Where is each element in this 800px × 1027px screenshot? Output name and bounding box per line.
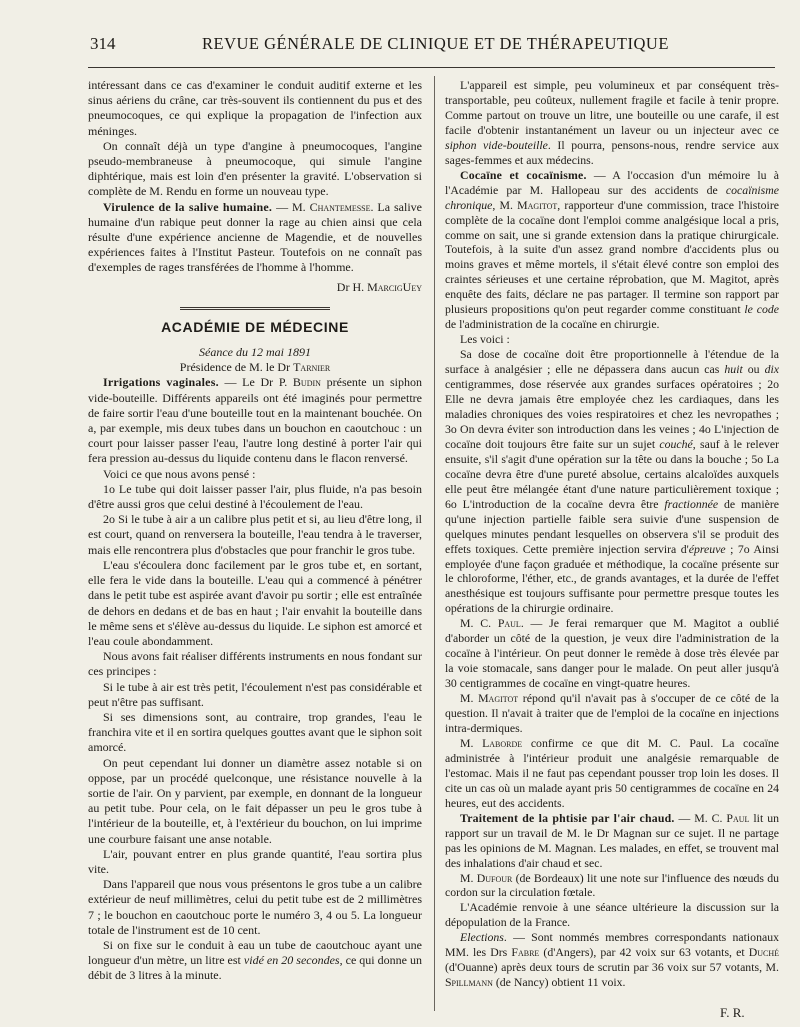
header-rule [88,67,775,68]
paragraph: M. C. Paul. — Je ferai remarquer que M. Magitot a oublié d'aborder un côté de la question, je veux dire l'administration de la cocaïne à l'intérieur. On peut donner le remède à dose très élevée par la voie stomacale, sans danger pour le malade. On peut aller jusqu'à 30 centigrammes de cocaïne en vingt-quatre heures. [445,616,779,691]
author-name: Dufour [476,870,513,885]
author-name: Budin [292,375,321,390]
paragraph: Si on fixe sur le conduit à eau un tube de caoutchouc ayant une longueur d'un mètre, un litre est vidé en 20 secondes, ce qui donne un débit de 3 litres à la minute. [88,937,422,983]
author-name: Fabre [511,945,540,960]
paragraph: 2o Si le tube à air a un calibre plus petit et si, au lieu d'être long, il est court, quand on renversera la bouteille, l'eau tendra à le traverser, mais elle rencontrera plus d'obstacles que pour franchir le gros tube. [88,512,422,557]
paragraph: Si le tube à air est très petit, l'écoulement n'est pas considérable et peut n'être pas suffisant. [88,679,422,709]
author-name: Laborde [482,735,523,750]
paragraph: L'air, pouvant entrer en plus grande quantité, l'eau sortira plus vite. [88,846,422,876]
paragraph: 1o Le tube qui doit laisser passer l'air, plus fluide, n'a pas besoin d'être aussi gros que celui destiné à l'écoulement de l'eau. [88,481,422,512]
rubric-heading: Cocaïne et cocaïnisme. [460,167,587,182]
paragraph: M. Magitot répond qu'il n'avait pas à s'occuper de ce côté de la question. Il n'avait à traiter que de l'emploi de la cocaïne en injections intra-dermiques. [445,691,780,735]
signature-initials: F. R. [720,1005,745,1020]
paragraph: Les voici : [460,332,510,347]
author-name: Paul [497,616,521,631]
column-divider [434,76,435,1011]
paragraph: Elections. — Sont nommés membres correspondants nationaux MM. les Drs Fabre (d'Angers), par 42 voix sur 63 votants, et Duché (d'Ouanne) après deux tours de scrutin par 36 voix sur 57 votants, M. Spillmann (de Nancy) obtient 11 voix. [445,930,779,990]
paragraph: M. Dufour (de Bordeaux) lit une note sur l'influence des nœuds du cordon sur la circulation fœtale. [445,870,779,900]
signature: Dr H. MarcigUey [336,279,422,294]
author-name: Paul [726,810,750,825]
running-title: REVUE GÉNÉRALE DE CLINIQUE ET DE THÉRAPEUTIQUE [202,34,669,53]
author-name: Duché [748,945,779,960]
section-title: ACADÉMIE DE MÉDECINE [161,318,349,335]
paragraph: Cocaïne et cocaïnisme. — A l'occasion d'un mémoire lu à l'Académie par M. Hallopeau sur des accidents de cocaïnisme chronique, M. Magitot, rapporteur d'une commission, trace l'histoire complète de la cocaïne dont l'emploi comme analgésique local a pris, comme on sait, une si grande extension dans la pratique chirurgicale. Toutefois, à la suite d'un assez grand nombre d'accidents plus ou moins graves et même mortels, il s'était élevé contre son emploi des craintes sérieuses et une certaine réprobation, que M. Magitot, après enquête des faits, déclare ne pas partager. Il termine son rapport par plusieurs propositions qu'on peut regarder comme constituant le code de l'administration de la cocaïne en chirurgie. [445,167,780,332]
section-ornament [180,307,330,310]
session-date: Séance du 12 mai 1891 [199,345,311,360]
paragraph: L'Académie renvoie à une séance ultérieure la discussion sur la dépopulation de la France. [445,900,779,930]
paragraph: Si ses dimensions sont, au contraire, trop grandes, l'eau le franchira vite et il en sortira quelques gouttes avant que le siphon soit amorcé. [88,709,422,755]
page-number: 314 [90,34,116,53]
paragraph: Voici ce que nous avons pensé : [103,466,256,481]
right-column [445,78,779,990]
author-name: Magitot [478,691,519,706]
paragraph: Virulence de la salive humaine. — M. Chantemesse. La salive humaine d'un rabique peut donner la rage au chien ainsi que cela résulte d'une expérience ancienne de Magendie, et de nouvelles expériences faites à l'Institut Pasteur. Toutefois on ne connaît pas d'exemples de rages transférées de l'homme à l'homme. [88,199,423,275]
author-name: Magitot [517,197,558,212]
paragraph: On connaît déjà un type d'angine à pneumocoques, l'angine pseudo-membraneuse à pneumocoque, qui simule l'angine diphtérique, mais est loin d'en présenter la gravité. L'observation si complète de M. Rendu en forme un nouveau type. [88,138,422,199]
running-header [60,34,760,60]
rubric-heading: Virulence de la salive humaine. [103,199,273,214]
paragraph: Traitement de la phtisie par l'air chaud. — M. C. Paul lit un rapport sur un travail de M. le Dr Magnan sur ce sujet. Il ne partage pas les opinions de M. Magnan. Les malades, en effet, se trouvent mal des inhalations d'air chaud et sec. [445,810,779,870]
rubric-heading: Traitement de la phtisie par l'air chaud. [460,810,675,825]
paragraph: Dans l'appareil que nous vous présentons le gros tube a un calibre extérieur de neuf millimètres, celui du petit tube est de 2 millimètres 7 ; le bouchon en caoutchouc porte le numéro 3, 4 ou 5. La longueur totale de l'instrument est de 10 cent. [88,877,422,937]
author-name: Chantemesse [309,199,371,214]
paragraph: Nous avons fait réaliser différents instruments en nous fondant sur ces principes : [88,649,422,679]
paragraph: L'eau s'écoulera donc facilement par le gros tube et, en sortant, elle fera le vide dans la bouteille. L'eau qui a commencé à pénétrer dans le petit tube est aspirée avant d'avoir pu sortir ; elle est entraînée de dehors en dedans et de bas en haut ; l'air envahit la bouteille dans le même sens et s'élève au-dessus du liquide. Le siphon est amorcé et l'eau coule abondamment. [88,557,422,648]
paragraph: intéressant dans ce cas d'examiner le conduit auditif externe et les sinus aériens du crâne, car très-souvent ils contiennent du pus et des pneumocoques, ce qui explique la propagation de l'infection aux méninges. [88,78,422,138]
paragraph: L'appareil est simple, peu volumineux et par conséquent très-transportable, peu coûteux, nullement fragile et facile à tenir propre. Comme partout on trouve un litre, une bouteille ou une carafe, il est facile d'obtenir instantanément un laveur ou un injecteur avec ce siphon vide-bouteille. Il pourra, pensons-nous, rendre service aux sages-femmes et aux médecins. [445,78,780,167]
author-name: Spillmann [445,975,493,990]
rubric-heading: Irrigations vaginales. [103,375,219,390]
paragraph: Irrigations vaginales. — Le Dr P. Budin présente un siphon vide-bouteille. Différents appareils ont été imaginés pour permettre de faire sortir l'eau d'une bouteille tout en la maintenant bouchée. On a, par exemple, mis deux tubes dans un bouchon en caoutchouc : un court pour laisser passer l'eau, l'autre long destiné à porter l'air qui fera pression au-dessus du liquide contenu dans le flacon renversé. [88,375,422,466]
left-column [88,78,422,984]
paragraph: On peut cependant lui donner un diamètre assez notable si on oppose, par un procédé quelconque, une résistance nouvelle à la sortie de l'air. On y parvient, par exemple, en donnant de la longueur au petit tube. Pour cela, on le fait dépasser un peu le gros tube à l'intérieur de la bouteille, et, à l'extérieur du bouchon, on lui imprime une courbure faisant une anse notable. [88,755,422,846]
paragraph: M. Laborde confirme ce que dit M. C. Paul. La cocaïne administrée à l'intérieur produit une analgésie remarquable de l'estomac. Mais il ne faut pas cependant pousser trop loin les doses. Il cite un cas où un malade ayant pris 50 centigrammes de cocaïne en 24 heures, eut des accidents. [445,735,779,810]
presidency: Présidence de M. le Dr Tarnier [179,360,331,375]
paragraph: Sa dose de cocaïne doit être proportionnelle à l'étendue de la surface à analgésier ; elle ne dépassera dans aucun cas huit ou dix centigrammes, dose réservée aux grandes surfaces opératoires ; 2o Elle ne devra jamais être employée chez les cardiaques, dans les maladies chroniques des voies respiratoires et chez les nevropathes ; 3o On devra éviter son introduction dans les veines ; 4o L'injection de cocaïne doit toujours être faite sur un sujet couché, sauf à le relever ensuite, s'il s'agit d'une opération sur la tête ou dans la bouche ; 5o La cocaïne devra être d'une pureté absolue, certains alcaloïdes auxquels elle peut être mélangée étant d'une nature particulièrement toxique ; 6o L'introduction de la cocaïne devra être fractionnée de manière qu'une injection partielle faible sera suivie d'une suspension de quelques minutes pendant lesquelles on observera s'il se produit des effets toxiques. Cette première injection servira d'épreuve ; 7o Ainsi employée d'une façon graduée et méthodique, la cocaïne présente sur le chloroforme, l'éther, etc., de grands avantages, et la durée de l'effet anesthésique est toujours suffisante pour permettre presque toutes les opérations de la chirurgie ordinaire. [445,347,779,616]
